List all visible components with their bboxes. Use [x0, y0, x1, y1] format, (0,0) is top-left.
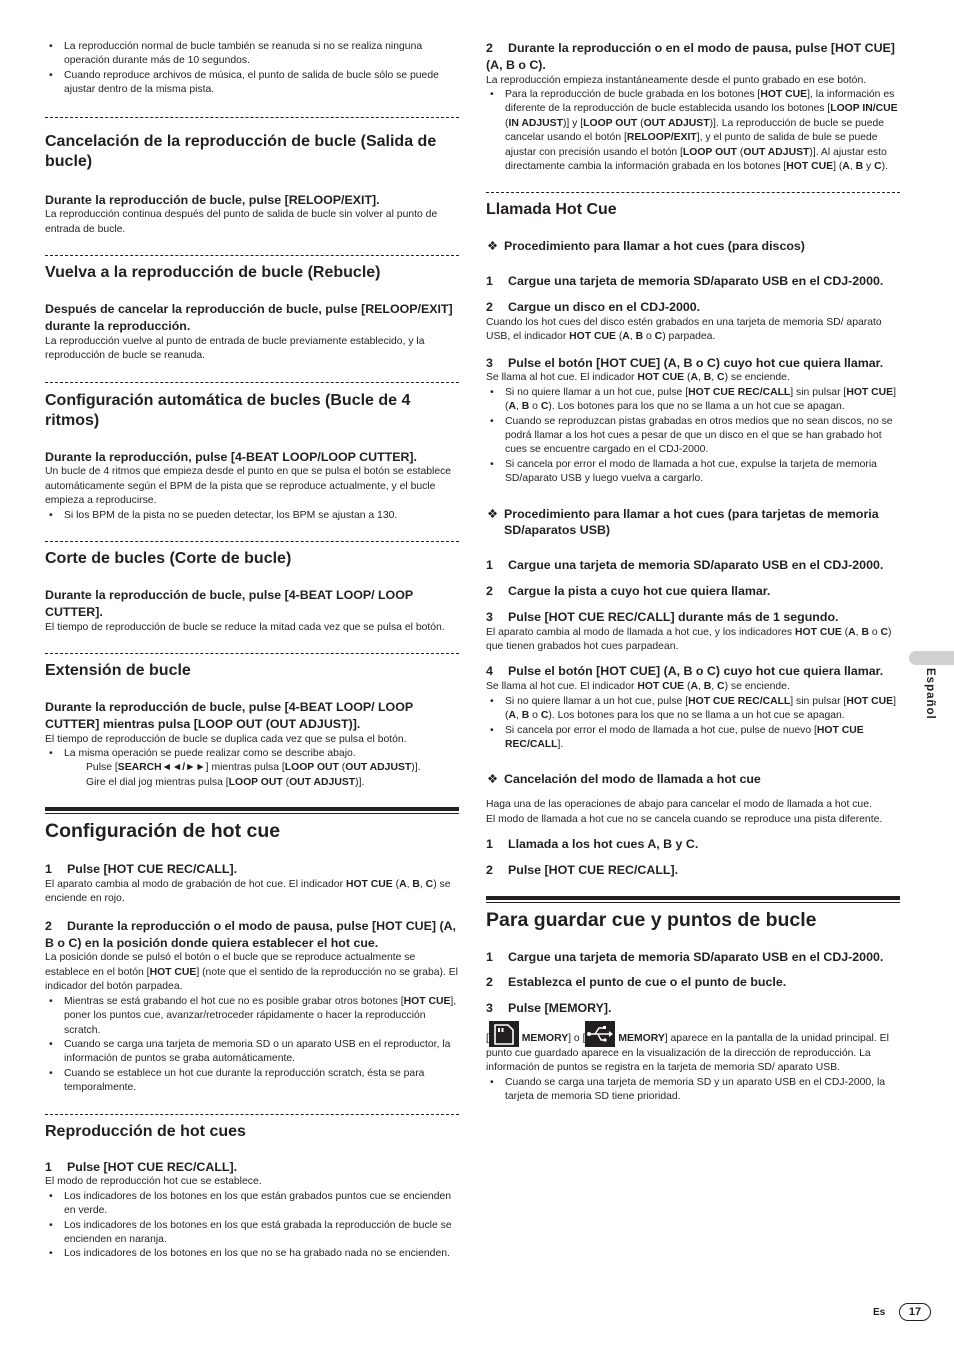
procedure-heading: ❖ Cancelación del modo de llamada a hot cue	[487, 772, 761, 787]
list-item: • Los indicadores de los botones en los que están grabados puntos cue se encienden en verde.	[45, 1190, 459, 1219]
section-title-save-points: Para guardar cue y puntos de bucle	[486, 908, 817, 931]
step: 2 Durante la reproducción o en el modo de pausa, pulse [HOT CUE] (A, B o C).	[486, 41, 895, 72]
step: 2 Establezca el punto de cue o el punto de bucle.	[486, 975, 787, 990]
language-side-label: Español	[924, 668, 936, 720]
side-tab-marker	[909, 651, 954, 665]
body-text: El tiempo de reproducción de bucle se reduce la mitad cada vez que se pulsa el botón.	[45, 621, 445, 633]
step: 3 Pulse [HOT CUE REC/CALL] durante más de 1 segundo.	[486, 609, 839, 624]
divider	[45, 541, 459, 542]
divider	[45, 1114, 459, 1115]
step: 1 Cargue una tarjeta de memoria SD/aparato USB en el CDJ-2000.	[486, 949, 884, 964]
list-item: • Cuando se carga una tarjeta de memoria SD y un aparato USB en el CDJ-2000, la tarjeta de memoria SD tiene prioridad.	[486, 1076, 900, 1105]
body-text: El modo de reproducción hot cue se establece.	[45, 1176, 262, 1188]
body-text: El tiempo de reproducción de bucle se duplica cada vez que se pulsa el botón.	[45, 733, 407, 745]
bullet-list	[486, 695, 900, 753]
divider	[45, 255, 459, 256]
section-title-hot-cue-config: Configuración de hot cue	[45, 820, 281, 843]
list-item: • Si no quiere llamar a un hot cue, pulse [HOT CUE REC/CALL] sin pulsar [HOT CUE] (A, B o C). Los botones para los que no se llama a un hot cue se apagan.	[486, 695, 900, 724]
body-text: La reproducción vuelve al punto de entrada de bucle previamente establecido, y la reproducción de bucle se reanuda.	[45, 335, 425, 362]
step: 1 Pulse [HOT CUE REC/CALL].	[45, 862, 238, 877]
list-item: • La misma operación se puede realizar como se describe abajo.	[45, 747, 459, 761]
bullet-list	[486, 386, 900, 487]
section-title-loop-cut: Corte de bucles (Corte de bucle)	[45, 550, 292, 568]
diamond-icon: ❖	[487, 506, 499, 521]
section-title-auto-beat-loop: Configuración automática de bucles (Bucle de 4 ritmos)	[45, 391, 411, 429]
step: 1 Cargue una tarjeta de memoria SD/aparato USB en el CDJ-2000.	[486, 558, 884, 573]
body-text: El aparato cambia al modo de llamada a hot cue, y los indicadores HOT CUE (A, B o C) que tienen grabados hot cues parpadean.	[486, 626, 892, 653]
procedure-heading: ❖ Procedimiento para llamar a hot cues (para discos)	[487, 239, 805, 254]
intro-bullets	[45, 40, 459, 98]
list-item: • Si los BPM de la pista no se pueden detectar, los BPM se ajustan a 130.	[45, 509, 459, 523]
step: 1 Cargue una tarjeta de memoria SD/aparato USB en el CDJ-2000.	[486, 274, 884, 289]
step: 1 Llamada a los hot cues A, B y C.	[486, 836, 699, 851]
list-item: • Si cancela por error el modo de llamada a hot cue, expulse la tarjeta de memoria SD/aparato USB y luego vuelva a cargarlo.	[486, 458, 900, 487]
list-item: • Para la reproducción de bucle grabada en los botones [HOT CUE], la información es diferente de la reproducción de bucle establecida usando los botones [LOOP IN/CUE (IN ADJUST)] y [LOOP OUT (OUT ADJUST)]. La reproducción de bucle se puede cancelar usando el botón [RELOOP/EXIT], y el punto de salida de bule se puede ajustar con precisión usando el botón [LOOP OUT (OUT ADJUST)]. Al ajustar esto directamente cambia la información grabada en los botones [HOT CUE] (A, B y C).	[486, 88, 900, 174]
section-title-hot-cue-playback: Reproducción de hot cues	[45, 1122, 246, 1140]
divider	[45, 382, 459, 383]
section-rule	[45, 807, 459, 814]
usb-icon	[585, 1021, 615, 1047]
section-rule	[486, 896, 900, 903]
right-column	[486, 40, 900, 1105]
body-text: La reproducción continua después del punto de salida de bucle sin volver al punto de entrada de bucle.	[45, 209, 438, 235]
list-item: • La reproducción normal de bucle también se reanuda si no se realiza ninguna operación durante más de 10 segundos.	[45, 40, 459, 69]
list-item: • Cuando reproduce archivos de música, el punto de salida de bucle sólo se puede ajustar dentro de la misma pista.	[45, 69, 459, 98]
procedure-heading: ❖ Procedimiento para llamar a hot cues (para tarjetas de memoria SD/aparatos USB)	[487, 506, 879, 538]
divider	[45, 117, 459, 118]
list-item: • Los indicadores de los botones en los que no se ha grabado nada no se encienden.	[45, 1247, 459, 1261]
body-text: Un bucle de 4 ritmos que empieza desde el punto en que se pulsa el botón se establece automáticamente según el BPM de la pista que se reproduce actualmente, y el bucle empieza a reproducirse.	[45, 466, 452, 507]
list-item: • Cuando se reproduzcan pistas grabadas en otros medios que no sean discos, no se podrá llamar a los hot cues a pesar de que un disco en el que se han grabado hot cues se encuentre cargado en el CDJ-2000.	[486, 415, 900, 458]
step: 1 Pulse [HOT CUE REC/CALL].	[45, 1159, 238, 1174]
bullet-list	[486, 1076, 900, 1105]
step: 2 Pulse [HOT CUE REC/CALL].	[486, 862, 679, 877]
body-text: La reproducción empieza instantáneamente desde el punto grabado en ese botón.	[486, 74, 867, 86]
diamond-icon: ❖	[487, 772, 499, 787]
body-text: La posición donde se pulsó el botón o el bucle que se reproduce actualmente se establece en el botón [HOT CUE] (note que el sentido de la reproducción no se graba). El indicador del botón parpadea.	[45, 952, 458, 993]
section-title-reloop: Vuelva a la reproducción de bucle (Rebucle)	[45, 264, 381, 282]
divider	[486, 192, 900, 193]
bullet-list	[45, 509, 459, 523]
list-item: • Cuando se establece un hot cue durante la reproducción scratch, ésta se para temporalmente.	[45, 1067, 459, 1096]
left-column	[45, 40, 459, 1262]
list-item: • Los indicadores de los botones en los que está grabada la reproducción de bucle se encienden en naranja.	[45, 1219, 459, 1248]
bullet-list	[45, 747, 459, 761]
body-text: El aparato cambia al modo de grabación de hot cue. El indicador HOT CUE (A, B, C) se enciende en rojo.	[45, 879, 451, 905]
bullet-list	[45, 1190, 459, 1262]
step: 4 Pulse el botón [HOT CUE] (A, B o C) cuyo hot cue quiera llamar.	[486, 664, 884, 679]
step: 3 Pulse [MEMORY].	[486, 1001, 612, 1016]
footer-language-code: Es	[873, 1307, 886, 1318]
list-item: • Si cancela por error el modo de llamada a hot cue, pulse de nuevo [HOT CUE REC/CALL].	[486, 724, 900, 753]
body-text: [ MEMORY] o [ MEMORY] aparece en la pantalla de la unidad principal. El punto cue guardado aparece en la visualización de la dirección de reproducción. La información de puntos se registra en la tarjeta de memoria SD/ aparato USB.	[486, 1021, 900, 1076]
indented-text: Pulse [SEARCH◄◄/►►] mientras pulsa [LOOP OUT (OUT ADJUST)].	[86, 762, 421, 774]
section-title-loop-extension: Extensión de bucle	[45, 662, 191, 680]
list-item: • Si no quiere llamar a un hot cue, pulse [HOT CUE REC/CALL] sin pulsar [HOT CUE] (A, B o C). Los botones para los que no se llama a un hot cue se apagan.	[486, 386, 900, 415]
body-text: Cuando los hot cues del disco estén grabados en una tarjeta de memoria SD/ aparato USB, el indicador HOT CUE (A, B o C) parpadea.	[486, 316, 882, 343]
instruction: Durante la reproducción, pulse [4-BEAT LOOP/LOOP CUTTER].	[45, 449, 417, 464]
body-text: El modo de llamada a hot cue no se cancela cuando se reproduce una pista diferente.	[486, 813, 883, 825]
body-text: Se llama al hot cue. El indicador HOT CUE (A, B, C) se enciende.	[486, 681, 790, 693]
instruction: Durante la reproducción de bucle, pulse [4-BEAT LOOP/ LOOP CUTTER] mientras pulsa [LOOP OUT (OUT ADJUST)].	[45, 700, 413, 731]
step: 2 Cargue la pista a cuyo hot cue quiera llamar.	[486, 584, 771, 599]
bullet-list	[486, 88, 900, 174]
indented-text: Gire el dial jog mientras pulsa [LOOP OUT (OUT ADJUST)].	[86, 776, 365, 788]
list-item: • Mientras se está grabando el hot cue no es posible grabar otros botones [HOT CUE], poner los puntos cue, avanzar/retroceder rápidamente o hacer la reproducción scratch.	[45, 995, 459, 1038]
divider	[45, 653, 459, 654]
body-text: Se llama al hot cue. El indicador HOT CUE (A, B, C) se enciende.	[486, 372, 790, 384]
step: 2 Cargue un disco en el CDJ-2000.	[486, 300, 701, 315]
section-title-hot-cue-call: Llamada Hot Cue	[486, 201, 617, 219]
step: 3 Pulse el botón [HOT CUE] (A, B o C) cuyo hot cue quiera llamar.	[486, 355, 884, 370]
diamond-icon: ❖	[487, 239, 499, 254]
instruction: Durante la reproducción de bucle, pulse [RELOOP/EXIT].	[45, 192, 380, 207]
instruction: Después de cancelar la reproducción de bucle, pulse [RELOOP/EXIT] durante la reproducción.	[45, 302, 453, 334]
page-number: 17	[899, 1303, 931, 1321]
bullet-list	[45, 995, 459, 1096]
instruction: Durante la reproducción de bucle, pulse [4-BEAT LOOP/ LOOP CUTTER].	[45, 588, 413, 619]
list-item: • Cuando se carga una tarjeta de memoria SD o un aparato USB en el reproductor, la información de puntos se graba automáticamente.	[45, 1038, 459, 1067]
step: 2 Durante la reproducción o el modo de pausa, pulse [HOT CUE] (A, B o C) en la posición donde quiera establecer el hot cue.	[45, 918, 456, 950]
body-text: Haga una de las operaciones de abajo para cancelar el modo de llamada a hot cue.	[486, 799, 872, 811]
sd-card-icon	[489, 1021, 519, 1047]
section-title-loop-exit: Cancelación de la reproducción de bucle (Salida de bucle)	[45, 132, 437, 170]
